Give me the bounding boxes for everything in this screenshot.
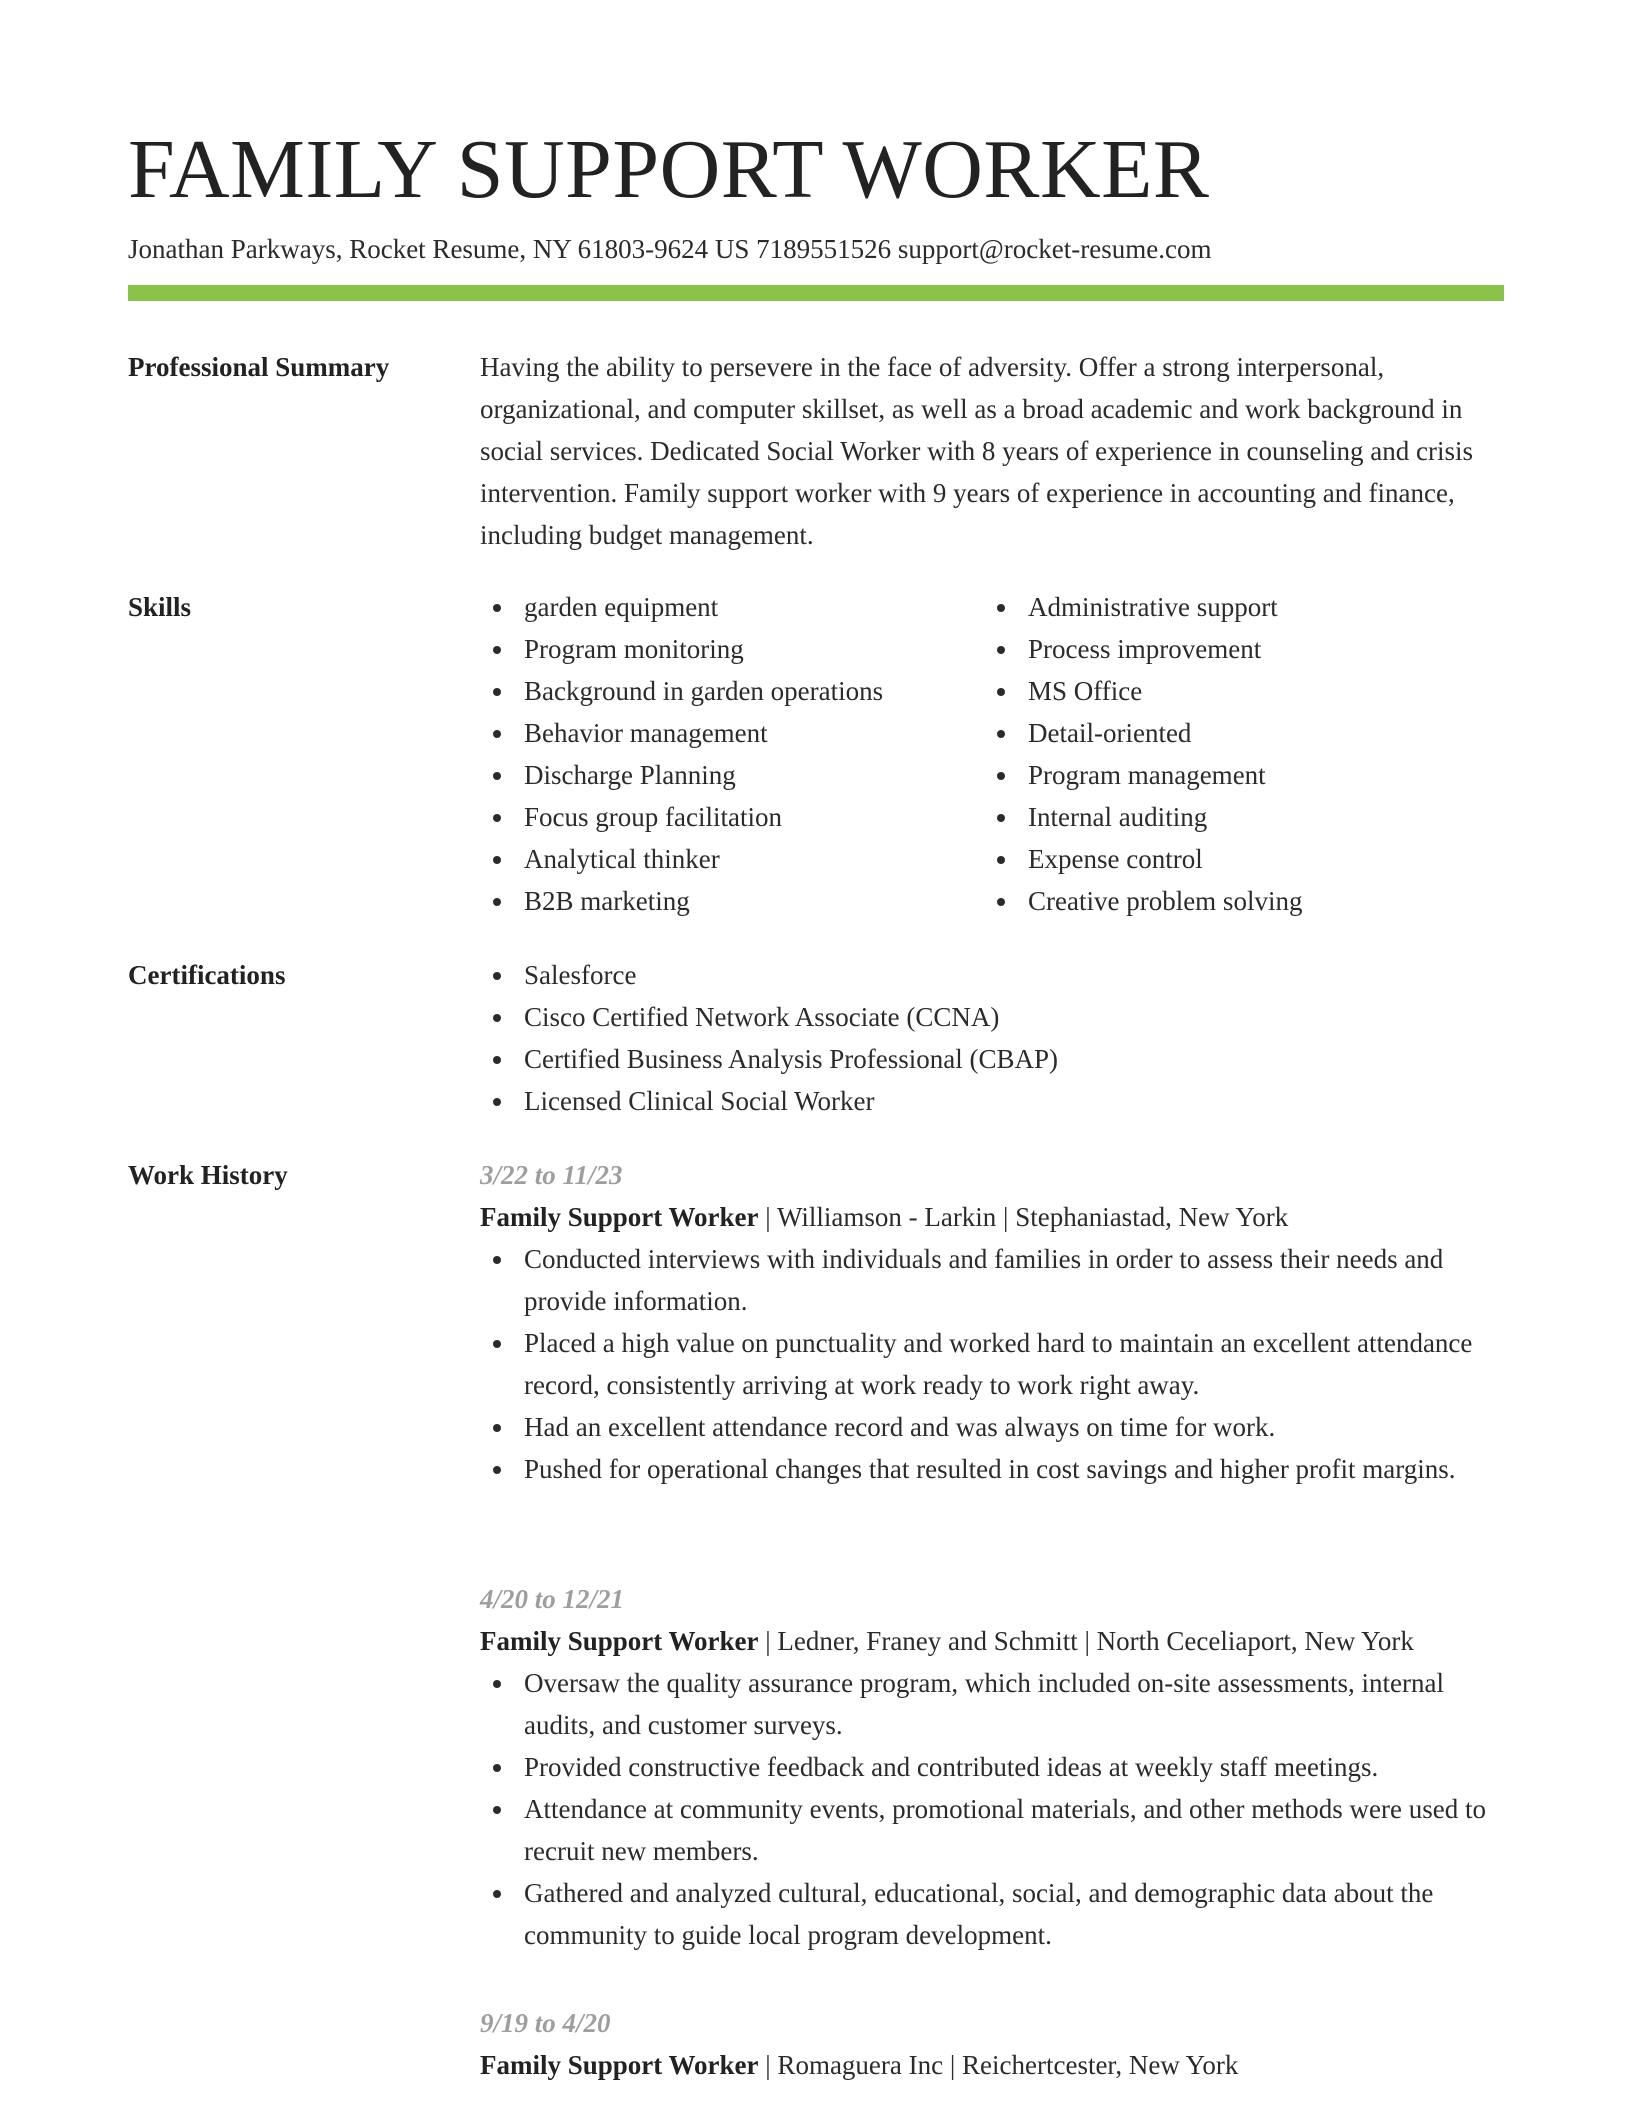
summary-label: Professional Summary [128, 352, 390, 382]
job-entry [480, 1154, 1504, 1490]
job-details: | Williamson - Larkin | Stephaniastad, New York [758, 1202, 1289, 1232]
certifications-body [480, 954, 1504, 1122]
skill-item: Administrative support [1028, 586, 1548, 628]
skill-item: Background in garden operations [524, 670, 1024, 712]
certification-item: Certified Business Analysis Professional (CBAP) [524, 1038, 1504, 1080]
skill-item: Discharge Planning [524, 754, 1024, 796]
skill-item: Detail-oriented [1028, 712, 1548, 754]
job-entry [480, 2002, 1504, 2086]
job-bullet: Had an excellent attendance record and was always on time for work. [524, 1406, 1504, 1448]
job-bullet: Provided constructive feedback and contributed ideas at weekly staff meetings. [524, 1746, 1504, 1788]
skills-list-right [984, 586, 1548, 922]
job-bullets [480, 1662, 1504, 1956]
job-entry [480, 1578, 1504, 1956]
skill-item: Internal auditing [1028, 796, 1548, 838]
skill-item: Process improvement [1028, 628, 1548, 670]
skill-item: Analytical thinker [524, 838, 1024, 880]
skill-item: B2B marketing [524, 880, 1024, 922]
skills-label: Skills [128, 592, 192, 622]
skill-item: Focus group facilitation [524, 796, 1024, 838]
job-bullet: Pushed for operational changes that resulted in cost savings and higher profit margins. [524, 1448, 1504, 1490]
job-bullet: Conducted interviews with individuals and families in order to assess their needs and provide information. [524, 1238, 1504, 1322]
skills-list-left [480, 586, 1024, 922]
job-title: Family Support Worker [480, 1626, 759, 1656]
skill-item: Expense control [1028, 838, 1548, 880]
job-bullet: Placed a high value on punctuality and worked hard to maintain an excellent attendance record, consistently arriving at work ready to work right away. [524, 1322, 1504, 1406]
skill-item: Program monitoring [524, 628, 1024, 670]
job-bullets [480, 1238, 1504, 1490]
accent-divider [128, 285, 1504, 301]
certifications-label: Certifications [128, 960, 286, 990]
summary-text: Having the ability to persevere in the face of adversity. Offer a strong interpersonal, organizational, and computer skillset, as well as a broad academic and work background in social services. Dedicated Social Worker with 8 years of experience in counseling and crisis intervention. Family support worker with 9 years of experience in accounting and finance, including budget management. [480, 352, 1473, 550]
summary-body [480, 346, 1504, 556]
job-title: Family Support Worker [480, 2050, 759, 2080]
job-heading [480, 2044, 1504, 2086]
contact-line: Jonathan Parkways, Rocket Resume, NY 61803-9624 US 7189551526 support@rocket-resume.com [128, 234, 1212, 264]
job-dates: 9/19 to 4/20 [480, 2008, 611, 2038]
certification-item: Licensed Clinical Social Worker [524, 1080, 1504, 1122]
job-details: | Ledner, Franey and Schmitt | North Ceceliaport, New York [758, 1626, 1414, 1656]
job-heading [480, 1620, 1504, 1662]
skill-item: Program management [1028, 754, 1548, 796]
certification-item: Salesforce [524, 954, 1504, 996]
skill-item: MS Office [1028, 670, 1548, 712]
skill-item: Creative problem solving [1028, 880, 1548, 922]
job-bullet: Attendance at community events, promotional materials, and other methods were used to recruit new members. [524, 1788, 1504, 1872]
job-details: | Romaguera Inc | Reichertcester, New York [758, 2050, 1239, 2080]
certifications-list [480, 954, 1504, 1122]
job-dates: 3/22 to 11/23 [480, 1160, 623, 1190]
skills-body [480, 586, 1504, 922]
skill-item: Behavior management [524, 712, 1024, 754]
work-history-label: Work History [128, 1160, 288, 1190]
job-title: Family Support Worker [480, 1202, 759, 1232]
job-heading [480, 1196, 1504, 1238]
skill-item: garden equipment [524, 586, 1024, 628]
job-bullet: Gathered and analyzed cultural, educational, social, and demographic data about the community to guide local program development. [524, 1872, 1504, 1956]
certification-item: Cisco Certified Network Associate (CCNA) [524, 996, 1504, 1038]
job-dates: 4/20 to 12/21 [480, 1584, 625, 1614]
job-bullet: Oversaw the quality assurance program, which included on-site assessments, internal audits, and customer surveys. [524, 1662, 1504, 1746]
resume-title: FAMILY SUPPORT WORKER [128, 123, 1210, 216]
